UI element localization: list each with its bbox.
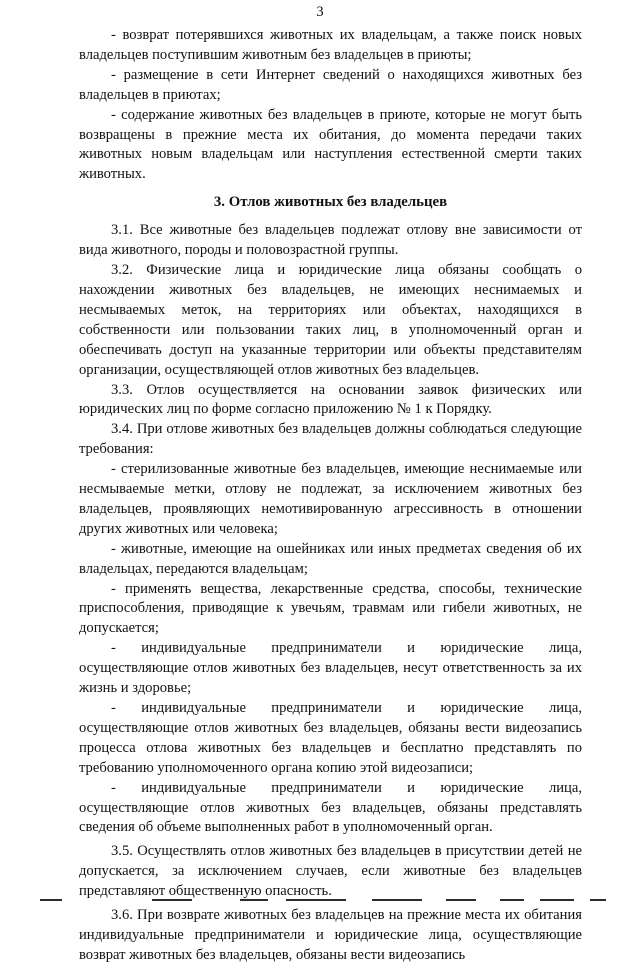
- clause-3-3: 3.3. Отлов осуществляется на основании заявок физических или юридических лиц по форме согласно приложению № 1 к Порядку.: [79, 381, 582, 418]
- page-number: 3: [316, 4, 324, 20]
- clause-3-4: 3.4. При отлове животных без владельцев должны соблюдаться следующие требования:: [79, 421, 582, 458]
- requirement-sterilized: - стерилизованные животные без владельцев, имеющие неснимаемые или несмываемые метки, отлову не подлежат, за исключением животных без владельцев, проявляющих немотивированную агрессивность в отношении других животных или человека;: [79, 461, 582, 537]
- scan-edge-marks: [0, 893, 640, 905]
- requirement-collar-info: - животные, имеющие на ошейниках или иных предметах сведения об их владельцах, передаются владельцам;: [79, 540, 582, 577]
- requirement-report: - индивидуальные предприниматели и юридические лица, осуществляющие отлов животных без владельцев, обязаны представлять сведения об объеме выполненных работ в уполномоченный орган.: [79, 779, 582, 836]
- document-body: [79, 26, 582, 966]
- clause-3-2: 3.2. Физические лица и юридические лица обязаны сообщать о нахождении животных без владельцев, не имеющих неснимаемых и несмываемых меток, на территориях или объектах, находящихся в собственности или пользовании таких лиц, в уполномоченный орган и обеспечивать доступ на указанные территории или объекты представителям организации, осуществляющей отлов животных без владельцев.: [79, 262, 582, 378]
- list-item-return-owners: - возврат потерявшихся животных их владельцам, а также поиск новых владельцев поступившим животным без владельцев в приюты;: [79, 27, 582, 63]
- requirement-video: - индивидуальные предприниматели и юридические лица, осуществляющие отлов животных без владельцев, обязаны вести видеозапись процесса отлова животных без владельцев и бесплатно представлять по требованию уполномоченного органа копию этой видеозаписи;: [79, 700, 582, 776]
- clause-3-1: 3.1. Все животные без владельцев подлежат отлову вне зависимости от вида животного, породы и половозрастной группы.: [79, 222, 582, 259]
- list-item-shelter-keeping: - содержание животных без владельцев в приюте, которые не могут быть возвращены в прежние места их обитания, до момента передачи таких животных новым владельцам или наступления естественной смерти таких животных.: [79, 106, 582, 183]
- section-heading: 3. Отлов животных без владельцев: [213, 194, 448, 211]
- clause-3-6: 3.6. При возврате животных без владельцев на прежние места их обитания индивидуальные предприниматели и юридические лица, осуществляющие возврат животных без владельцев, обязаны вести видеозапись: [79, 907, 582, 963]
- clause-3-5: 3.5. Осуществлять отлов животных без владельцев в присутствии детей не допускается, за исключением случаев, если животные без владельцев представляют общественную опасность.: [79, 843, 582, 900]
- requirement-no-harm: - применять вещества, лекарственные средства, способы, технические приспособления, приводящие к увечьям, травмам или гибели животных, не допускается;: [79, 580, 582, 637]
- list-item-internet-info: - размещение в сети Интернет сведений о находящихся животных без владельцев в приютах;: [79, 66, 582, 103]
- requirement-responsibility: - индивидуальные предприниматели и юридические лица, осуществляющие отлов животных без владельцев, несут ответственность за их жизнь и здоровье;: [79, 640, 582, 697]
